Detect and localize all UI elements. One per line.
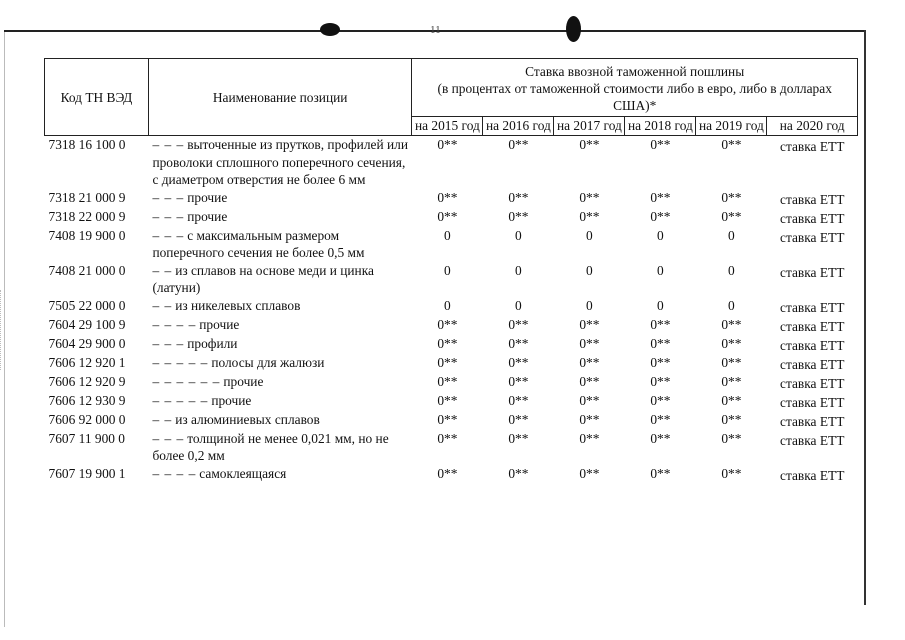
cell-rate-2015: 0** [437,373,458,389]
header-year-2019: на 2019 год [696,117,767,136]
cell-rate-2019: 0** [721,465,742,481]
cell-rate-2016: 0 [515,227,522,243]
cell-rate-2018: 0 [657,262,664,278]
table-row [45,262,858,297]
cell-rate-2019: 0** [721,137,742,152]
tariff-table [44,58,858,484]
header-code: Код ТН ВЭД [45,59,149,136]
header-name: Наименование позиции [148,59,411,136]
cell-rate-2018: 0** [650,392,671,408]
cell-rate-2017: 0** [579,373,600,389]
cell-rate-2018: 0** [650,465,671,481]
cell-rate-2016: 0** [508,373,529,389]
cell-name [148,411,411,430]
cell-code: 7607 19 900 1 [48,465,126,481]
cell-rate-2020: ставка ЕТТ [780,318,845,334]
indent-dashes: – – [152,411,173,427]
cell-rate-2020: ставка ЕТТ [780,394,845,410]
cell-rate-2018: 0** [650,189,671,205]
header-year-2018: на 2018 год [625,117,696,136]
cell-rate-2017: 0** [579,354,600,370]
cell-rate-2019: 0** [721,335,742,351]
cell-rate-2019: 0** [721,411,742,427]
header-rate-group [412,59,858,117]
cell-rate-2020: ставка ЕТТ [780,356,845,372]
cell-name [148,335,411,354]
cell-name [148,297,411,316]
table-row [45,227,858,262]
cell-rate-2016: 0** [508,335,529,351]
cell-rate-2015: 0** [437,354,458,370]
cell-rate-2016: 0** [508,316,529,332]
table-row [45,354,858,373]
cell-rate-2018: 0** [650,373,671,389]
cell-rate-2016: 0** [508,392,529,408]
cell-rate-2017: 0 [586,297,593,313]
cell-rate-2020: ставка ЕТТ [780,375,845,391]
header-rate-title: Ставка ввозной таможенной пошлины [525,64,745,79]
cell-rate-2019: 0 [728,297,735,313]
cell-rate-2018: 0** [650,411,671,427]
cell-rate-2019: 0** [721,354,742,370]
cell-name [148,465,411,484]
cell-rate-2017: 0** [579,411,600,427]
cell-rate-2016: 0** [508,189,529,205]
cell-name-text: с максимальным размером поперечного сечения не более 0,5 мм [152,227,365,260]
cell-rate-2020: ставка ЕТТ [780,191,845,207]
indent-dashes: – – – – – [152,392,209,408]
table-row [45,297,858,316]
cell-rate-2019: 0** [721,373,742,389]
table-row [45,136,858,189]
cell-name-text: самоклеящаяся [199,465,287,481]
cell-rate-2017: 0** [579,316,600,332]
cell-code: 7606 92 000 0 [48,411,126,427]
cell-rate-2016: 0 [515,262,522,278]
cell-rate-2020: ставка ЕТТ [780,139,845,154]
table-row [45,189,858,208]
cell-name-text: прочие [223,373,264,389]
cell-rate-2015: 0** [437,411,458,427]
header-rate-note: (в процентах от таможенной стоимости либо в евро, либо в долларах США)* [437,81,832,113]
indent-dashes: – – – – – [152,354,209,370]
cell-rate-2017: 0** [579,465,600,481]
cell-name [148,392,411,411]
cell-rate-2016: 0** [508,411,529,427]
cell-rate-2018: 0** [650,316,671,332]
cell-rate-2019: 0** [721,392,742,408]
cell-name [148,136,411,189]
cell-name-text: выточенные из прутков, профилей или проволоки сплошного поперечного сечения, с диаметром отверстия не более 6 мм [152,137,408,187]
cell-rate-2017: 0** [579,430,600,446]
indent-dashes: – – – [152,227,185,243]
cell-rate-2020: ставка ЕТТ [780,337,845,353]
cell-name [148,227,411,262]
cell-rate-2018: 0 [657,297,664,313]
cell-name-text: прочие [211,392,252,408]
table-row [45,373,858,392]
table-row [45,411,858,430]
cell-name-text: из сплавов на основе меди и цинка (латуни) [152,262,374,295]
indent-dashes: – – – [152,137,185,152]
cell-code: 7606 12 920 9 [48,373,126,389]
indent-dashes: – – – [152,430,185,446]
cell-code: 7318 22 000 9 [48,208,126,224]
cell-rate-2020: ставка ЕТТ [780,264,845,280]
cell-name-text: профили [187,335,238,351]
cell-code: 7318 21 000 9 [48,189,126,205]
cell-rate-2018: 0** [650,137,671,152]
punch-hole-mark [566,16,581,42]
table-body [45,136,858,484]
cell-rate-2019: 0** [721,208,742,224]
header-year-2020: на 2020 год [767,117,858,136]
table-row [45,316,858,335]
cell-code: 7604 29 100 9 [48,316,126,332]
indent-dashes: – – [152,297,173,313]
cell-rate-2016: 0** [508,137,529,152]
indent-dashes: – – – – – – [152,373,221,389]
table-row [45,208,858,227]
scan-gutter [0,290,5,370]
cell-code: 7606 12 930 9 [48,392,126,408]
cell-rate-2019: 0** [721,189,742,205]
cell-rate-2015: 0** [437,335,458,351]
table-row [45,335,858,354]
cell-rate-2017: 0** [579,335,600,351]
cell-name-text: толщиной не менее 0,021 мм, но не более 0,2 мм [152,430,389,463]
cell-rate-2016: 0 [515,297,522,313]
cell-name-text: прочие [187,208,228,224]
cell-rate-2019: 0** [721,430,742,446]
cell-rate-2020: ставка ЕТТ [780,299,845,315]
indent-dashes: – – – – [152,316,197,332]
cell-rate-2015: 0** [437,137,458,152]
cell-rate-2017: 0 [586,227,593,243]
cell-rate-2016: 0** [508,430,529,446]
cell-code: 7606 12 920 1 [48,354,126,370]
cell-rate-2017: 0** [579,208,600,224]
table-row [45,392,858,411]
page-edge-right [864,30,866,605]
cell-code: 7318 16 100 0 [48,137,126,152]
cell-name [148,354,411,373]
cell-name-text: прочие [199,316,240,332]
cell-name [148,430,411,465]
indent-dashes: – – [152,262,173,278]
cell-rate-2020: ставка ЕТТ [780,467,845,483]
cell-rate-2017: 0** [579,137,600,152]
cell-name [148,262,411,297]
cell-rate-2018: 0** [650,354,671,370]
cell-name [148,373,411,392]
page-number: 11 [430,24,441,36]
indent-dashes: – – – – [152,465,197,481]
header-year-2015: на 2015 год [412,117,483,136]
cell-rate-2016: 0** [508,354,529,370]
cell-code: 7607 11 900 0 [48,430,125,446]
cell-rate-2020: ставка ЕТТ [780,432,845,448]
cell-rate-2018: 0 [657,227,664,243]
cell-code: 7408 19 900 0 [48,227,126,243]
cell-rate-2015: 0** [437,392,458,408]
cell-rate-2015: 0** [437,189,458,205]
cell-rate-2020: ставка ЕТТ [780,229,845,245]
header-year-2016: на 2016 год [483,117,554,136]
cell-name [148,316,411,335]
cell-name [148,208,411,227]
cell-rate-2015: 0 [444,297,451,313]
indent-dashes: – – – [152,208,185,224]
table-row [45,465,858,484]
cell-name-text: из никелевых сплавов [175,297,301,313]
header-year-2017: на 2017 год [554,117,625,136]
cell-code: 7408 21 000 0 [48,262,126,278]
cell-rate-2016: 0** [508,465,529,481]
cell-rate-2019: 0 [728,227,735,243]
cell-name-text: из алюминиевых сплавов [175,411,320,427]
cell-rate-2019: 0** [721,316,742,332]
cell-rate-2015: 0** [437,208,458,224]
cell-rate-2020: ставка ЕТТ [780,413,845,429]
punch-hole-mark [320,23,340,36]
cell-name-text: полосы для жалюзи [211,354,325,370]
cell-rate-2017: 0 [586,262,593,278]
cell-rate-2020: ставка ЕТТ [780,210,845,226]
cell-name-text: прочие [187,189,228,205]
cell-rate-2015: 0** [437,316,458,332]
cell-rate-2015: 0 [444,262,451,278]
cell-rate-2017: 0** [579,189,600,205]
cell-rate-2018: 0** [650,430,671,446]
cell-rate-2018: 0** [650,335,671,351]
table-header [45,59,858,136]
table-row [45,430,858,465]
cell-rate-2015: 0** [437,465,458,481]
cell-rate-2018: 0** [650,208,671,224]
indent-dashes: – – – [152,335,185,351]
cell-rate-2017: 0** [579,392,600,408]
cell-rate-2016: 0** [508,208,529,224]
cell-code: 7505 22 000 0 [48,297,126,313]
cell-rate-2019: 0 [728,262,735,278]
cell-rate-2015: 0 [444,227,451,243]
cell-name [148,189,411,208]
indent-dashes: – – – [152,189,185,205]
cell-rate-2015: 0** [437,430,458,446]
cell-code: 7604 29 900 0 [48,335,126,351]
